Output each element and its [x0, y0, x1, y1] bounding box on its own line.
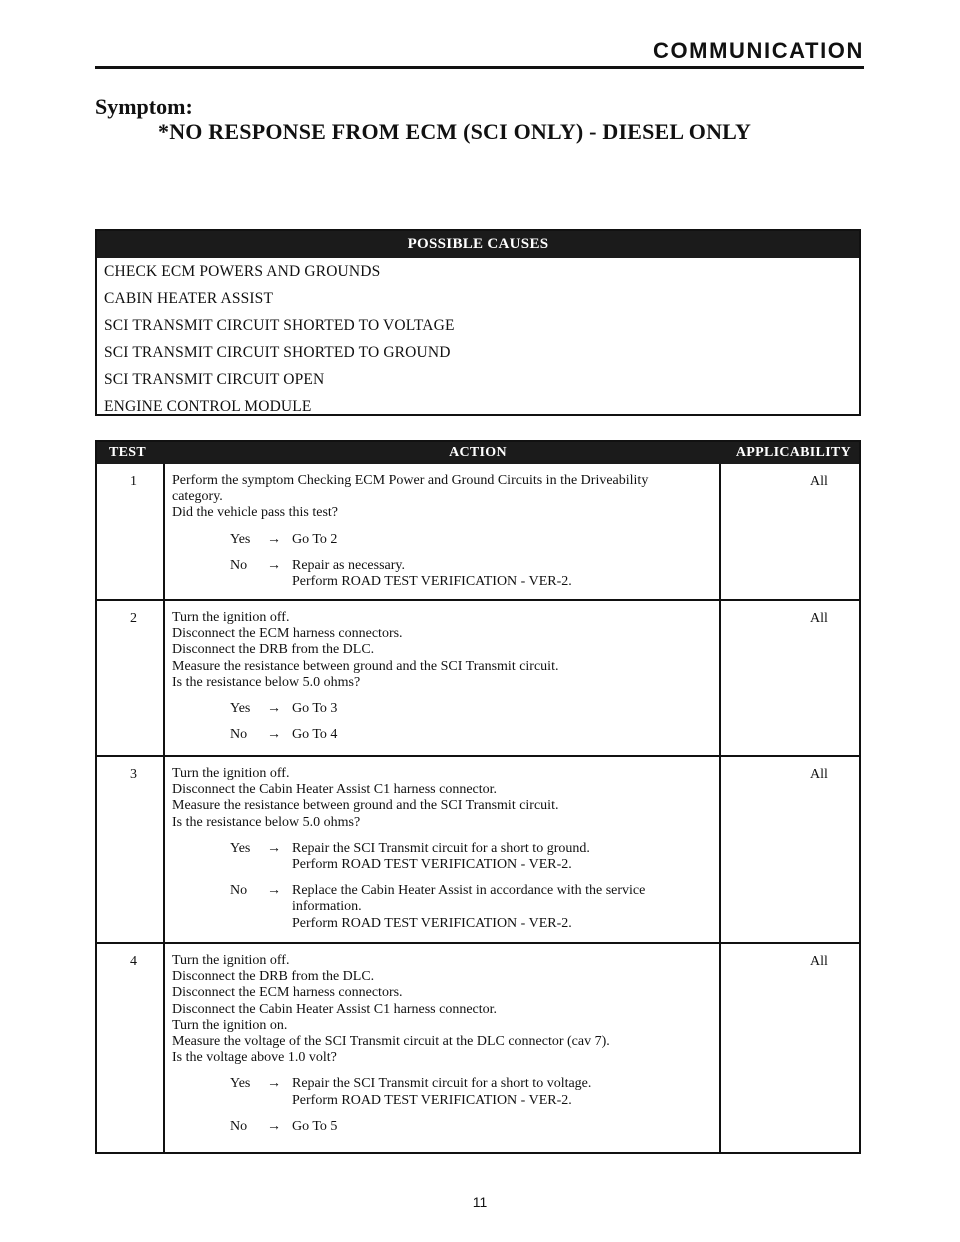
header-action: ACTION — [449, 445, 507, 460]
page-number: 11 — [472, 1194, 488, 1210]
symptom-title: *NO RESPONSE FROM ECM (SCI ONLY) - DIESEL ONLY — [158, 119, 752, 144]
section-header — [95, 36, 864, 69]
test-action — [172, 473, 718, 590]
test-row-4 — [97, 944, 859, 1154]
arrow-icon: → — [267, 701, 281, 717]
no-label: No — [230, 1118, 248, 1134]
yes-label: Yes — [230, 1076, 251, 1092]
yes-result: Repair the SCI Transmit circuit for a short to ground. — [292, 840, 590, 856]
action-line: Is the resistance below 5.0 ohms? — [172, 814, 361, 830]
no-result: Go To 5 — [292, 1118, 338, 1134]
no-answer — [172, 1119, 718, 1135]
action-line: Measure the voltage of the SCI Transmit circuit at the DLC connector (cav 7). — [172, 1034, 610, 1050]
arrow-icon: → — [267, 727, 281, 743]
test-applicability: All — [810, 954, 828, 969]
arrow-icon: → — [267, 1118, 281, 1134]
header-test: TEST — [109, 445, 146, 460]
arrow-icon: → — [267, 840, 281, 856]
yes-result: Perform ROAD TEST VERIFICATION - VER-2. — [292, 857, 572, 873]
arrow-icon: → — [267, 531, 281, 547]
action-line: Disconnect the Cabin Heater Assist C1 harness connector. — [172, 1001, 498, 1017]
cause-item: SCI TRANSMIT CIRCUIT SHORTED TO VOLTAGE — [104, 317, 455, 334]
test-number: 3 — [130, 767, 137, 782]
test-applicability: All — [810, 474, 828, 489]
section-title: COMMUNICATION — [652, 38, 864, 63]
no-result: information. — [292, 899, 362, 915]
action-line: Turn the ignition on. — [172, 1017, 288, 1033]
no-result: Repair as necessary. — [292, 557, 405, 573]
no-answer — [172, 558, 718, 590]
action-line: Perform the symptom Checking ECM Power and Ground Circuits in the Driveability — [172, 473, 649, 488]
yes-result: Perform ROAD TEST VERIFICATION - VER-2. — [292, 1092, 572, 1108]
arrow-icon: → — [267, 883, 281, 899]
test-number: 4 — [130, 954, 137, 969]
test-applicability: All — [810, 767, 828, 782]
cause-item: CHECK ECM POWERS AND GROUNDS — [104, 263, 381, 280]
no-label: No — [230, 557, 248, 573]
yes-answer — [172, 841, 718, 873]
no-answer — [172, 883, 718, 932]
test-row-2 — [97, 601, 859, 757]
action-line: Disconnect the Cabin Heater Assist C1 harness connector. — [172, 782, 498, 798]
test-number: 2 — [130, 611, 137, 626]
no-result: Go To 4 — [292, 727, 338, 743]
test-action — [172, 953, 718, 1135]
action-line: Turn the ignition off. — [172, 953, 290, 968]
action-line: category. — [172, 489, 223, 505]
cause-item: SCI TRANSMIT CIRCUIT SHORTED TO GROUND — [104, 344, 451, 361]
yes-result: Go To 2 — [292, 531, 338, 547]
cause-item: ENGINE CONTROL MODULE — [104, 398, 312, 415]
yes-result: Repair the SCI Transmit circuit for a short to voltage. — [292, 1076, 592, 1092]
yes-label: Yes — [230, 840, 251, 856]
action-line: Turn the ignition off. — [172, 610, 290, 625]
action-line: Measure the resistance between ground and the SCI Transmit circuit. — [172, 798, 559, 814]
no-answer — [172, 727, 718, 743]
cause-item: CABIN HEATER ASSIST — [104, 290, 274, 307]
test-table-header — [97, 442, 859, 464]
action-line: Disconnect the ECM harness connectors. — [172, 985, 403, 1001]
test-action — [172, 766, 718, 932]
action-line: Did the vehicle pass this test? — [172, 505, 339, 521]
yes-label: Yes — [230, 701, 251, 717]
possible-causes-box — [95, 229, 861, 416]
no-result: Perform ROAD TEST VERIFICATION - VER-2. — [292, 574, 572, 590]
no-label: No — [230, 883, 248, 899]
arrow-icon: → — [267, 1076, 281, 1092]
action-line: Disconnect the DRB from the DLC. — [172, 642, 375, 658]
action-line: Disconnect the DRB from the DLC. — [172, 969, 375, 985]
test-applicability: All — [810, 611, 828, 626]
arrow-icon: → — [267, 557, 281, 573]
action-line: Turn the ignition off. — [172, 766, 290, 781]
action-line: Is the voltage above 1.0 volt? — [172, 1050, 337, 1066]
yes-answer — [172, 532, 718, 548]
header-applicability: APPLICABILITY — [735, 445, 851, 460]
possible-causes-header: POSSIBLE CAUSES — [97, 231, 859, 258]
yes-answer — [172, 701, 718, 717]
action-line: Disconnect the ECM harness connectors. — [172, 626, 403, 642]
test-table — [95, 440, 861, 1154]
yes-answer — [172, 1076, 718, 1108]
no-result: Replace the Cabin Heater Assist in accordance with the service — [292, 883, 646, 899]
no-label: No — [230, 727, 248, 743]
action-line: Measure the resistance between ground and the SCI Transmit circuit. — [172, 658, 559, 674]
cause-item: SCI TRANSMIT CIRCUIT OPEN — [104, 371, 325, 388]
test-row-3 — [97, 757, 859, 944]
test-row-1 — [97, 464, 859, 601]
test-action — [172, 610, 718, 743]
yes-result: Go To 3 — [292, 701, 338, 717]
no-result: Perform ROAD TEST VERIFICATION - VER-2. — [292, 915, 572, 931]
yes-label: Yes — [230, 531, 251, 547]
test-number: 1 — [130, 474, 137, 489]
symptom-label: Symptom: — [95, 94, 193, 119]
action-line: Is the resistance below 5.0 ohms? — [172, 674, 361, 690]
